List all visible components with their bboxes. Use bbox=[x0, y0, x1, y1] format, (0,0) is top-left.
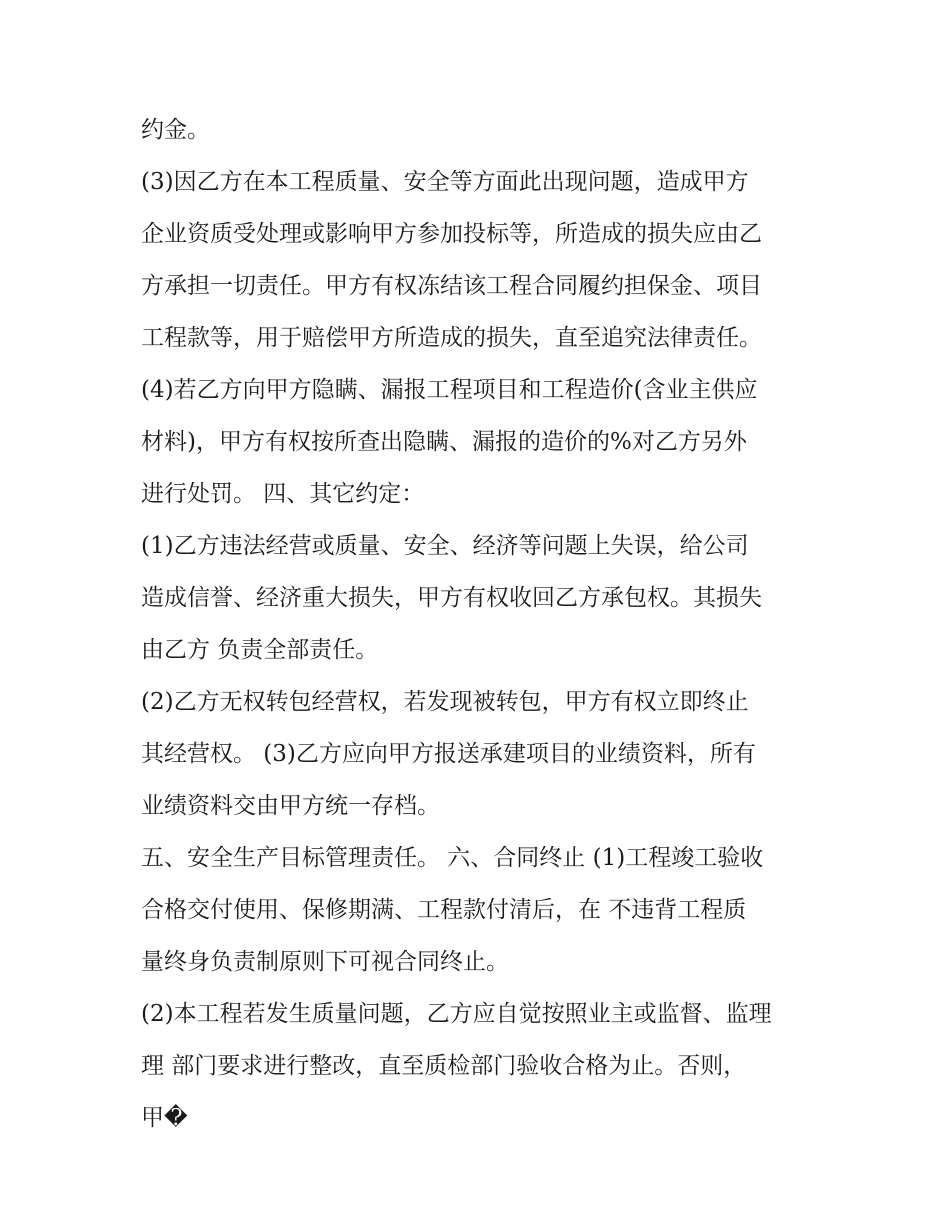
text-line: 五、安全生产目标管理责任。 六、合同终止 (1)工程竣工验收 bbox=[141, 845, 764, 871]
text-line: 约金。 bbox=[141, 117, 210, 143]
text-line: (3)因乙方在本工程质量、安全等方面此出现问题，造成甲方 bbox=[141, 169, 749, 195]
text-line: (2)本工程若发生质量问题，乙方应自觉按照业主或监督、监理 bbox=[141, 1001, 772, 1027]
text-line: 进行处罚。 四、其它约定： bbox=[141, 481, 425, 507]
text-line: 合格交付使用、保修期满、工程款付清后，在 不违背工程质 bbox=[141, 897, 747, 923]
text-line: 理 部门要求进行整改，直至质检部门验收合格为止。否则， bbox=[141, 1053, 747, 1079]
text-line: 材料)，甲方有权按所查出隐瞒、漏报的造价的%对乙方另外 bbox=[141, 429, 747, 455]
text-line: (1)乙方违法经营或质量、安全、经济等问题上失误，给公司 bbox=[141, 533, 749, 559]
text-line: (2)乙方无权转包经营权，若发现被转包，甲方有权立即终止 bbox=[141, 689, 749, 715]
text-line: 造成信誉、经济重大损失，甲方有权收回乙方承包权。其损失 bbox=[141, 585, 762, 611]
text-line: 工程款等，用于赔偿甲方所造成的损失，直至追究法律责任。 bbox=[141, 325, 762, 351]
text-line: 企业资质受处理或影响甲方参加投标等，所造成的损失应由乙 bbox=[141, 221, 762, 247]
text-line: 业绩资料交由甲方统一存档。 bbox=[141, 793, 440, 819]
text-line: 其经营权。 (3)乙方应向甲方报送承建项目的业绩资料，所有 bbox=[141, 741, 756, 767]
text-line: 甲� bbox=[141, 1105, 188, 1131]
contract-body-text bbox=[141, 104, 821, 1144]
text-line: 由乙方 负责全部责任。 bbox=[141, 637, 379, 663]
text-line: (4)若乙方向甲方隐瞒、漏报工程项目和工程造价(含业主供应 bbox=[141, 377, 758, 403]
text-line: 方承担一切责任。甲方有权冻结该工程合同履约担保金、项目 bbox=[141, 273, 762, 299]
text-line: 量终身负责制原则下可视合同终止。 bbox=[141, 949, 509, 975]
